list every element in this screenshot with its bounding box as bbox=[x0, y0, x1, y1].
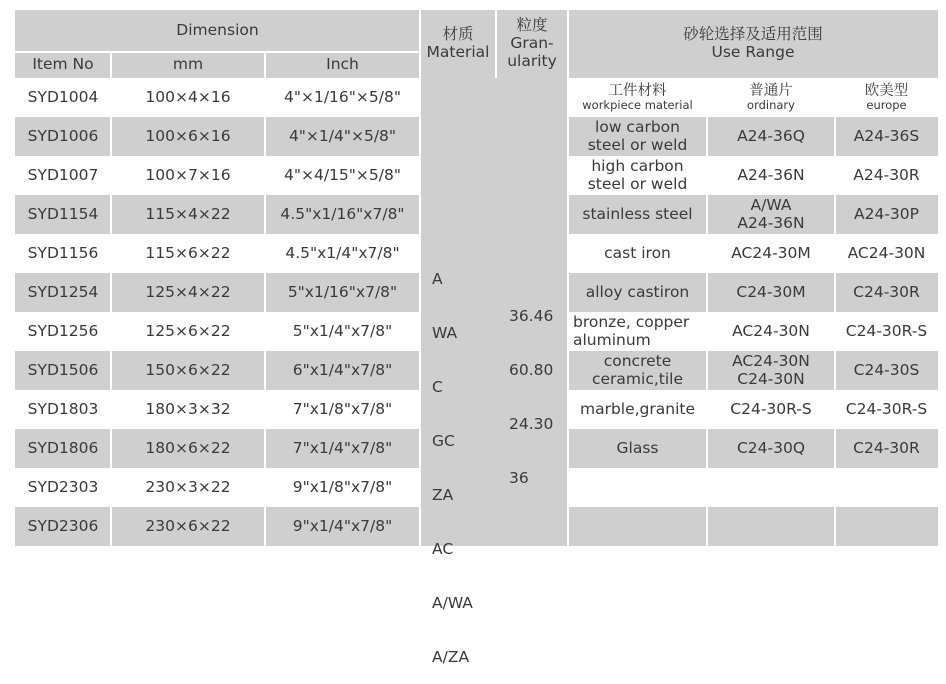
material-cn: 材质 bbox=[442, 25, 474, 44]
table-row-mm: 180×3×32 bbox=[145, 399, 231, 418]
use-range-europe: A24-30R bbox=[853, 165, 920, 184]
use-range-empty-cell bbox=[835, 507, 938, 546]
granularity-list: 36.46 60.80 24.30 36 bbox=[509, 307, 554, 487]
table-row-mm: 100×7×16 bbox=[145, 165, 231, 184]
use-range-europe: AC24-30N bbox=[847, 243, 926, 262]
use-range-empty-cell bbox=[707, 507, 835, 546]
table-row-mm: 115×6×22 bbox=[145, 243, 231, 262]
use-range-en: Use Range bbox=[711, 43, 795, 61]
column-divider bbox=[495, 10, 497, 78]
material-en: Material bbox=[426, 43, 490, 61]
use-range-ordinary: C24-30Q bbox=[707, 429, 835, 468]
table-row-mm: 230×3×22 bbox=[145, 477, 231, 496]
table-row-inch: 4"×4/15"×5/8" bbox=[284, 165, 401, 184]
use-range-europe: C24-30S bbox=[835, 351, 938, 390]
use-range-europe: C24-30R-S bbox=[845, 321, 928, 340]
table-row-inch: 7"x1/4"x7/8" bbox=[265, 429, 420, 468]
use-range-ordinary: C24-30R-S bbox=[730, 399, 812, 418]
use-range-empty-cell bbox=[568, 507, 707, 546]
header-dimension bbox=[15, 10, 420, 52]
header-use-range bbox=[568, 10, 938, 78]
use-range-material: cast iron bbox=[604, 243, 671, 262]
use-range-material: marble,granite bbox=[579, 399, 696, 418]
use-range-material: stainless steel bbox=[568, 195, 707, 234]
subheader-ordinary: 普通片 ordinary bbox=[747, 82, 795, 113]
use-range-material: high carbon steel or weld bbox=[587, 156, 688, 193]
table-row-inch: 5"x1/4"x7/8" bbox=[292, 321, 393, 340]
use-range-ordinary: AC24-30N bbox=[732, 321, 810, 340]
use-range-empty-row bbox=[568, 468, 938, 507]
table-row-inch: 4"×1/4"×5/8" bbox=[265, 117, 420, 156]
use-range-europe: A24-30P bbox=[835, 195, 938, 234]
table-row-inch: 7"x1/8"x7/8" bbox=[292, 399, 393, 418]
table-row-inch: 4.5"x1/16"x7/8" bbox=[265, 195, 420, 234]
column-divider bbox=[110, 52, 112, 546]
table-row-item: SYD1007 bbox=[27, 165, 99, 184]
table-row-item: SYD1256 bbox=[27, 321, 99, 340]
dimension-label: Dimension bbox=[176, 21, 259, 40]
table-row-item: SYD1006 bbox=[15, 117, 111, 156]
use-range-ordinary: AC24-30N C24-30N bbox=[707, 351, 835, 390]
table-row-mm: 115×4×22 bbox=[111, 195, 265, 234]
table-row-inch: 6"x1/4"x7/8" bbox=[265, 351, 420, 390]
table-row-item: SYD1254 bbox=[15, 273, 111, 312]
table-row-item: SYD2306 bbox=[15, 507, 111, 546]
table-row-item: SYD1004 bbox=[27, 87, 99, 106]
column-divider bbox=[706, 117, 708, 546]
table-row-item: SYD1156 bbox=[27, 243, 99, 262]
table-row-inch: 4.5"x1/4"x7/8" bbox=[285, 243, 400, 262]
table-row-item: SYD2303 bbox=[27, 477, 99, 496]
use-range-ordinary: AC24-30M bbox=[731, 243, 811, 262]
use-range-europe: C24-30R bbox=[835, 429, 938, 468]
use-range-ordinary: A24-36N bbox=[737, 165, 805, 184]
subheader-europe: 欧美型 europe bbox=[864, 82, 909, 113]
table-row-inch: 5"x1/16"x7/8" bbox=[265, 273, 420, 312]
table-row-item: SYD1506 bbox=[15, 351, 111, 390]
table-row-mm: 125×6×22 bbox=[145, 321, 231, 340]
header-inch: Inch bbox=[265, 52, 420, 78]
column-divider bbox=[419, 10, 421, 546]
table-row-mm: 230×6×22 bbox=[111, 507, 265, 546]
use-range-ordinary: A24-36Q bbox=[707, 117, 835, 156]
table-row-mm: 150×6×22 bbox=[111, 351, 265, 390]
table-row-mm: 180×6×22 bbox=[111, 429, 265, 468]
column-divider bbox=[567, 10, 569, 546]
table-row-item: SYD1803 bbox=[27, 399, 99, 418]
table-row-item: SYD1806 bbox=[15, 429, 111, 468]
use-range-ordinary: A/WA A24-36N bbox=[707, 195, 835, 234]
header-item-no: Item No bbox=[15, 52, 111, 78]
material-list: A WA C GC ZA AC A/WA A/ZA bbox=[432, 270, 473, 666]
use-range-europe: A24-36S bbox=[835, 117, 938, 156]
table-row-inch: 9"x1/4"x7/8" bbox=[265, 507, 420, 546]
table-row-mm: 125×4×22 bbox=[111, 273, 265, 312]
subheader-workpiece: 工件材料 workpiece material bbox=[582, 82, 693, 113]
table-row-inch: 9"x1/8"x7/8" bbox=[292, 477, 393, 496]
table-row-item: SYD1154 bbox=[15, 195, 111, 234]
column-divider bbox=[264, 52, 266, 546]
table-row-mm: 100×6×16 bbox=[111, 117, 265, 156]
use-range-ordinary: C24-30M bbox=[707, 273, 835, 312]
use-range-material: low carbon steel or weld bbox=[568, 117, 707, 156]
header-granularity: 粒度 Gran- ularity bbox=[496, 10, 568, 78]
use-range-europe: C24-30R-S bbox=[845, 399, 928, 418]
use-range-europe: C24-30R bbox=[835, 273, 938, 312]
table-row-mm: 100×4×16 bbox=[145, 87, 231, 106]
use-range-material: Glass bbox=[568, 429, 707, 468]
use-range-material: concrete ceramic,tile bbox=[568, 351, 707, 390]
header-divider bbox=[15, 51, 420, 53]
column-divider bbox=[834, 117, 836, 546]
use-range-material: alloy castiron bbox=[568, 273, 707, 312]
table-row-inch: 4"×1/16"×5/8" bbox=[284, 87, 401, 106]
header-material bbox=[420, 10, 496, 78]
use-range-material: bronze, copper aluminum bbox=[573, 312, 690, 349]
header-mm: mm bbox=[111, 52, 265, 78]
use-range-cn: 砂轮选择及适用范围 bbox=[683, 25, 823, 44]
